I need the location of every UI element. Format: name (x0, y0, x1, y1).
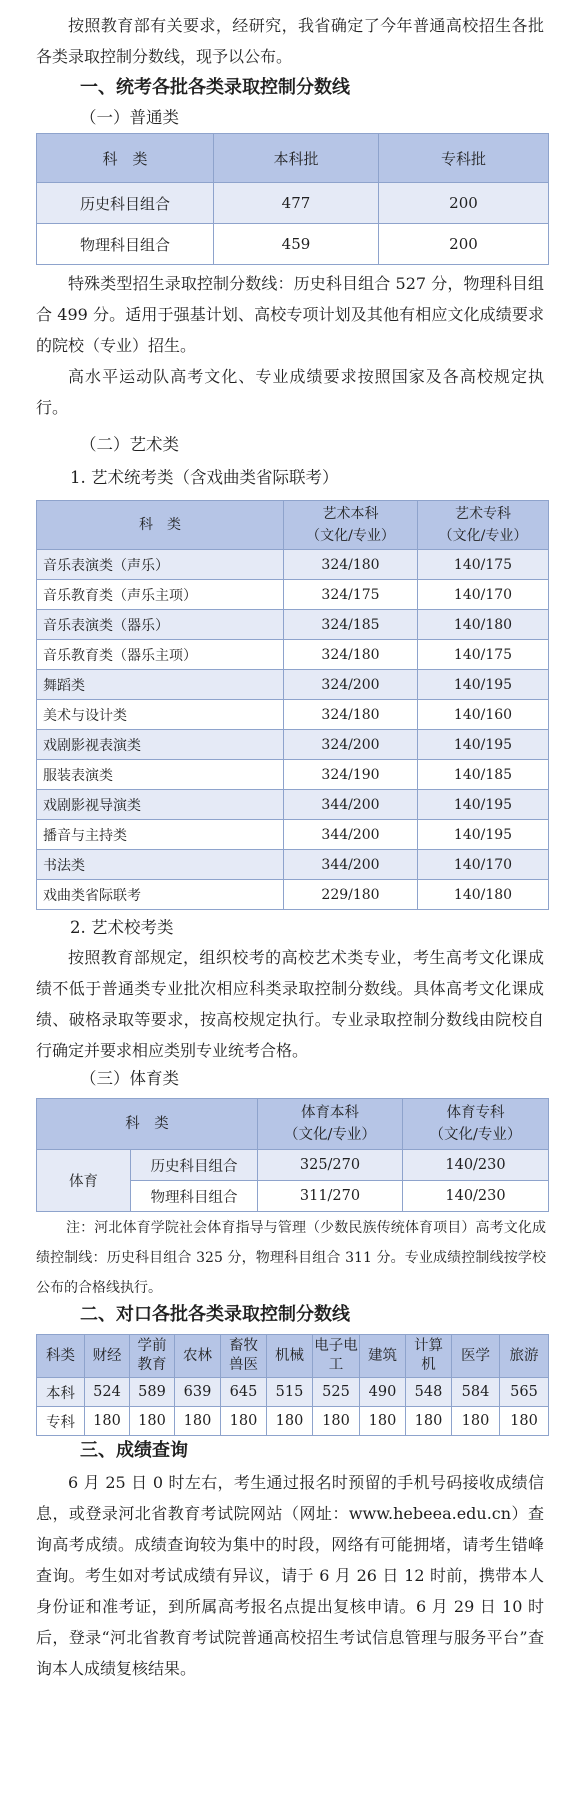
table-cell: 音乐表演类（声乐） (37, 550, 284, 580)
table-cell: 140/175 (418, 550, 549, 580)
table-cell: 140/170 (418, 850, 549, 880)
table-cell: 515 (267, 1378, 313, 1407)
table-row (37, 850, 549, 880)
table-cell: 140/170 (418, 580, 549, 610)
table-cell: 140/185 (418, 760, 549, 790)
table-row (37, 580, 549, 610)
table-cell: 本科 (37, 1378, 85, 1407)
header-cell: 医学 (452, 1335, 500, 1378)
header-line: 体育专科 (446, 1105, 505, 1121)
table-cell: 180 (406, 1407, 452, 1436)
table-cell: 历史科目组合 (37, 183, 214, 224)
table-cell: 美术与设计类 (37, 700, 284, 730)
table-row (37, 880, 549, 910)
table-cell: 180 (267, 1407, 313, 1436)
general-cutoff-table (36, 133, 549, 265)
special-type-paragraph: 特殊类型招生录取控制分数线：历史科目组合 527 分，物理科目组合 499 分。适用于强基计划、高校专项计划及其他有相应文化成绩要求的院校（专业）招生。 (36, 274, 544, 355)
art-school-exam-heading: 2. 艺术校考类 (70, 918, 174, 937)
table-cell: 324/180 (284, 550, 418, 580)
sports-team-paragraph: 高水平运动队高考文化、专业成绩要求按照国家及各高校规定执行。 (36, 367, 544, 417)
table-header-row (37, 1099, 549, 1150)
header-cell: 电子电工 (313, 1335, 360, 1378)
table-cell: 645 (221, 1378, 267, 1407)
table-cell: 180 (313, 1407, 360, 1436)
header-line: （文化/专业） (284, 1127, 376, 1143)
table-cell: 325/270 (258, 1150, 403, 1181)
table-cell: 548 (406, 1378, 452, 1407)
header-cell: 财经 (85, 1335, 130, 1378)
table-cell: 历史科目组合 (131, 1150, 258, 1181)
table-cell: 639 (175, 1378, 221, 1407)
header-cell: 学前教育 (130, 1335, 175, 1378)
header-cell (403, 1099, 549, 1150)
header-cell (258, 1099, 403, 1150)
table-cell: 140/195 (418, 790, 549, 820)
table-cell: 180 (130, 1407, 175, 1436)
table-cell: 戏剧影视表演类 (37, 730, 284, 760)
header-cell: 专科批 (379, 134, 549, 183)
table-cell: 140/230 (403, 1150, 549, 1181)
table-cell: 书法类 (37, 850, 284, 880)
table-cell: 324/175 (284, 580, 418, 610)
table-cell: 140/230 (403, 1181, 549, 1212)
score-query-paragraph: 6 月 25 日 0 时左右，考生通过报名时预留的手机号码接收成绩信息，或登录河北省教育考试院网站（网址：www.hebeea.edu.cn）查询高考成绩。成绩查询较为集中的时段，网络有可能拥堵，请考生错峰查询。考生如对考试成绩有异议，请于 6 月 26 日 12 时前，携带本人身份证和准考证，到所属高考报名点提出复核申请。6 月 29 日 10 时后，登录“河北省教育考试院普通高校招生考试信息管理与服务平台”查询本人成绩复核结果。 (36, 1473, 544, 1678)
table-cell: 589 (130, 1378, 175, 1407)
table-cell: 525 (313, 1378, 360, 1407)
table-cell: 140/195 (418, 820, 549, 850)
section-1-heading: 一、统考各批各类录取控制分数线 (80, 77, 350, 98)
table-cell: 140/180 (418, 880, 549, 910)
table-cell: 180 (500, 1407, 549, 1436)
table-cell: 324/200 (284, 730, 418, 760)
section-2-heading: 二、对口各批各类录取控制分数线 (80, 1304, 350, 1325)
table-cell: 140/160 (418, 700, 549, 730)
sports-note: 注：河北体育学院社会体育指导与管理（少数民族传统体育项目）高考文化成绩控制线：历史科目组合 325 分，物理科目组合 311 分。专业成绩控制线按学校公布的合格线执行。 (36, 1220, 546, 1296)
table-cell: 324/180 (284, 640, 418, 670)
header-line: 体育本科 (301, 1105, 359, 1121)
table-cell: 140/195 (418, 730, 549, 760)
header-cell: 科类 (37, 1335, 85, 1378)
header-cell: 科 类 (37, 134, 214, 183)
table-cell: 音乐教育类（声乐主项） (37, 580, 284, 610)
table-row (37, 820, 549, 850)
table-cell: 477 (214, 183, 379, 224)
table-cell: 584 (452, 1378, 500, 1407)
subsection-general-heading: （一）普通类 (80, 108, 179, 127)
table-cell: 音乐教育类（器乐主项） (37, 640, 284, 670)
table-cell: 140/175 (418, 640, 549, 670)
table-row (37, 183, 549, 224)
table-row (37, 1407, 549, 1436)
art-cutoff-table (36, 500, 549, 910)
header-cell: 科 类 (37, 501, 284, 550)
table-cell: 播音与主持类 (37, 820, 284, 850)
table-row (37, 730, 549, 760)
table-row (37, 550, 549, 580)
table-cell: 311/270 (258, 1181, 403, 1212)
table-cell: 344/200 (284, 820, 418, 850)
table-cell: 180 (221, 1407, 267, 1436)
table-cell: 459 (214, 224, 379, 265)
table-cell: 180 (360, 1407, 406, 1436)
table-cell: 专科 (37, 1407, 85, 1436)
table-header-row (37, 134, 549, 183)
header-cell (284, 501, 418, 550)
table-cell: 490 (360, 1378, 406, 1407)
header-cell: 科 类 (37, 1099, 258, 1150)
table-row (37, 610, 549, 640)
table-cell: 140/180 (418, 610, 549, 640)
sports-cutoff-table (36, 1098, 549, 1212)
subsection-art-heading: （二）艺术类 (80, 435, 179, 454)
table-cell: 344/200 (284, 850, 418, 880)
vocational-cutoff-table (36, 1334, 549, 1436)
intro-paragraph: 按照教育部有关要求，经研究，我省确定了今年普通高校招生各批各类录取控制分数线，现予以公布。 (36, 16, 544, 66)
table-cell: 324/190 (284, 760, 418, 790)
table-cell: 524 (85, 1378, 130, 1407)
table-header-row (37, 1335, 549, 1378)
section-3-heading: 三、成绩查询 (80, 1440, 188, 1461)
table-cell: 物理科目组合 (131, 1181, 258, 1212)
header-line: 艺术专科 (455, 506, 511, 522)
header-line: （文化/专业） (306, 528, 395, 544)
header-cell: 农林 (175, 1335, 221, 1378)
table-row (37, 224, 549, 265)
table-cell: 324/185 (284, 610, 418, 640)
table-cell: 344/200 (284, 790, 418, 820)
table-header-row (37, 501, 549, 550)
art-school-exam-paragraph: 按照教育部规定，组织校考的高校艺术类专业，考生高考文化课成绩不低于普通类专业批次相应科类录取控制分数线。具体高考文化课成绩、破格录取等要求，按高校规定执行。专业录取控制分数线由院校自行确定并要求相应类别专业统考合格。 (36, 948, 544, 1060)
table-cell: 180 (175, 1407, 221, 1436)
header-line: （文化/专业） (429, 1127, 522, 1143)
header-cell: 建筑 (360, 1335, 406, 1378)
table-row (37, 790, 549, 820)
table-cell: 324/180 (284, 700, 418, 730)
table-cell: 229/180 (284, 880, 418, 910)
header-cell: 本科批 (214, 134, 379, 183)
table-cell: 140/195 (418, 670, 549, 700)
table-row (37, 670, 549, 700)
header-cell: 机械 (267, 1335, 313, 1378)
table-cell: 324/200 (284, 670, 418, 700)
table-row (37, 1150, 549, 1181)
table-cell: 200 (379, 224, 549, 265)
table-cell: 180 (85, 1407, 130, 1436)
table-row (37, 700, 549, 730)
header-cell: 畜牧兽医 (221, 1335, 267, 1378)
table-cell: 服装表演类 (37, 760, 284, 790)
header-cell (418, 501, 549, 550)
table-cell: 戏剧影视导演类 (37, 790, 284, 820)
header-line: （文化/专业） (438, 528, 528, 544)
header-cell: 旅游 (500, 1335, 549, 1378)
table-row (37, 640, 549, 670)
header-line: 艺术本科 (322, 506, 379, 522)
table-cell: 戏曲类省际联考 (37, 880, 284, 910)
header-cell: 计算机 (406, 1335, 452, 1378)
table-cell: 200 (379, 183, 549, 224)
group-cell: 体育 (37, 1150, 131, 1212)
table-cell: 物理科目组合 (37, 224, 214, 265)
table-cell: 音乐表演类（器乐） (37, 610, 284, 640)
table-cell: 565 (500, 1378, 549, 1407)
table-cell: 舞蹈类 (37, 670, 284, 700)
subsection-sports-heading: （三）体育类 (80, 1069, 179, 1088)
art-unified-heading: 1. 艺术统考类（含戏曲类省际联考） (70, 468, 339, 487)
table-row (37, 1378, 549, 1407)
table-cell: 180 (452, 1407, 500, 1436)
table-row (37, 760, 549, 790)
